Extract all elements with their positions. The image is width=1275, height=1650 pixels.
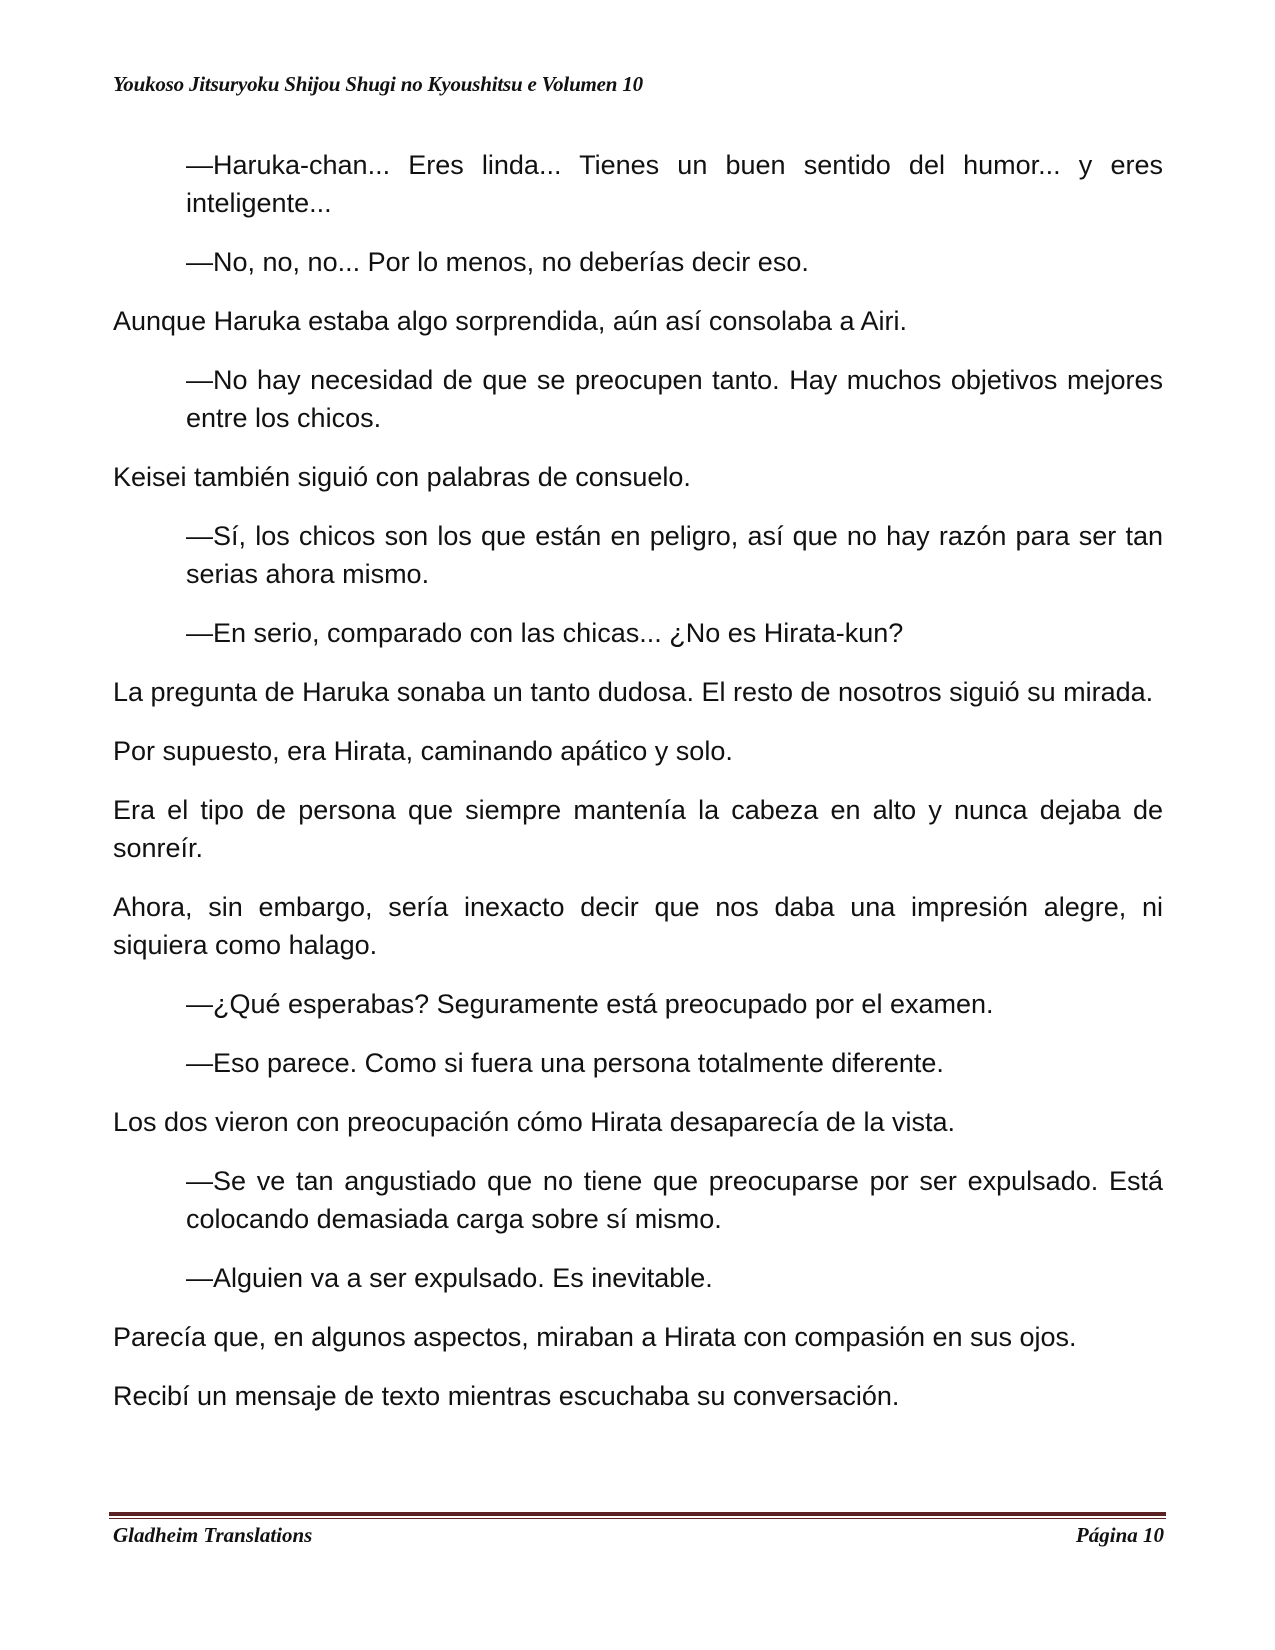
dialogue-paragraph: —No, no, no... Por lo menos, no deberías decir eso.: [186, 247, 809, 277]
narration-paragraph: Por supuesto, era Hirata, caminando apático y solo.: [113, 736, 733, 766]
dialogue-paragraph: —No hay necesidad de que se preocupen tanto. Hay muchos objetivos mejores entre los chicos.: [186, 365, 1163, 433]
narration-paragraph: Parecía que, en algunos aspectos, miraban a Hirata con compasión en sus ojos.: [113, 1322, 1077, 1352]
narration-paragraph: Aunque Haruka estaba algo sorprendida, aún así consolaba a Airi.: [113, 306, 908, 336]
dialogue-paragraph: —En serio, comparado con las chicas... ¿No es Hirata-kun?: [186, 618, 904, 648]
narration-paragraph: La pregunta de Haruka sonaba un tanto dudosa. El resto de nosotros siguió su mirada.: [113, 677, 1154, 707]
footer-publisher: Gladheim Translations: [113, 1523, 313, 1547]
dialogue-paragraph: —¿Qué esperabas? Seguramente está preocupado por el examen.: [186, 989, 994, 1019]
dialogue-paragraph: —Sí, los chicos son los que están en peligro, así que no hay razón para ser tan serias ahora mismo.: [186, 521, 1163, 589]
footer-page-number: Página 10: [1075, 1523, 1164, 1547]
page-body: [113, 146, 1163, 1436]
narration-paragraph: Recibí un mensaje de texto mientras escuchaba su conversación.: [113, 1381, 900, 1411]
dialogue-paragraph: —Eso parece. Como si fuera una persona totalmente diferente.: [186, 1048, 944, 1078]
narration-paragraph: Ahora, sin embargo, sería inexacto decir que nos daba una impresión alegre, ni siquiera como halago.: [113, 892, 1163, 960]
footer-rule: [109, 1512, 1166, 1519]
narration-paragraph: Keisei también siguió con palabras de consuelo.: [113, 462, 691, 492]
dialogue-paragraph: —Alguien va a ser expulsado. Es inevitable.: [186, 1263, 713, 1293]
page-header-title: Youkoso Jitsuryoku Shijou Shugi no Kyoushitsu e Volumen 10: [113, 72, 643, 96]
narration-paragraph: Los dos vieron con preocupación cómo Hirata desaparecía de la vista.: [113, 1107, 955, 1137]
dialogue-paragraph: —Se ve tan angustiado que no tiene que preocuparse por ser expulsado. Está colocando demasiada carga sobre sí mismo.: [186, 1166, 1163, 1234]
narration-paragraph: Era el tipo de persona que siempre mantenía la cabeza en alto y nunca dejaba de sonreír.: [113, 795, 1163, 863]
dialogue-paragraph: —Haruka-chan... Eres linda... Tienes un buen sentido del humor... y eres inteligente...: [186, 150, 1163, 218]
